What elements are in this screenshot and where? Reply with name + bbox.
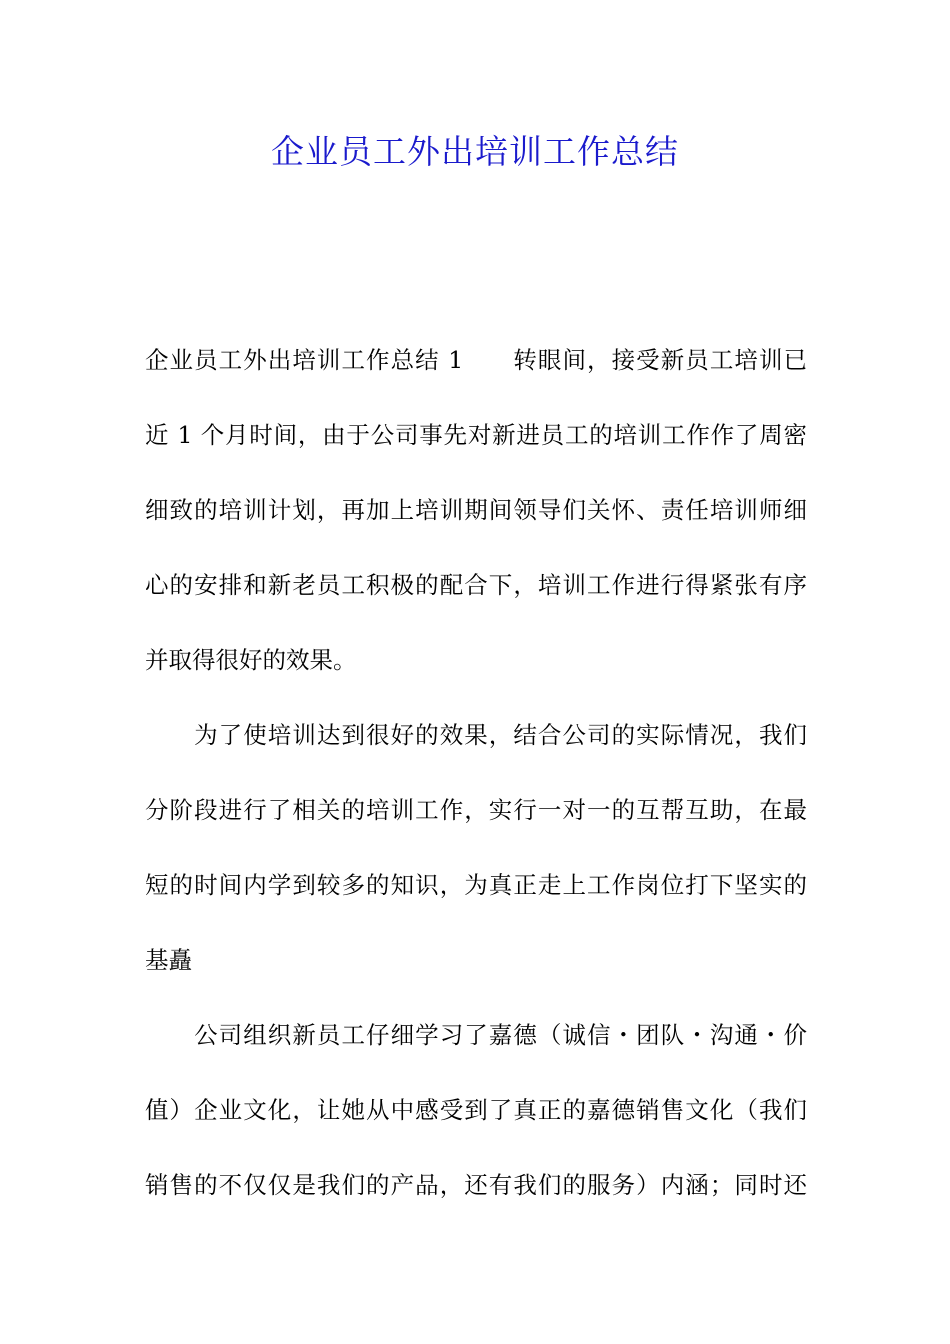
body-line: 心的安排和新老员工积极的配合下，培训工作进行得紧张有序 [145, 571, 807, 599]
document-body [145, 333, 807, 1233]
body-line: 分阶段进行了相关的培训工作，实行一对一的互帮互助，在最 [145, 796, 807, 824]
body-line: 细致的培训计划，再加上培训期间领导们关怀、责任培训师细 [145, 496, 807, 524]
body-line: 公司组织新员工仔细学习了嘉德（诚信・团队・沟通・价 [145, 1021, 807, 1049]
body-line: 销售的不仅仅是我们的产品，还有我们的服务）内涵；同时还 [145, 1171, 807, 1199]
body-line: 值）企业文化，让她从中感受到了真正的嘉德销售文化（我们 [145, 1096, 807, 1124]
body-line: 为了使培训达到很好的效果，结合公司的实际情况，我们 [145, 721, 807, 749]
body-line: 企业员工外出培训工作总结 1 转眼间，接受新员工培训已 [145, 346, 807, 374]
body-line: 短的时间内学到较多的知识，为真正走上工作岗位打下坚实的 [145, 871, 807, 899]
document-title: 企业员工外出培训工作总结 [271, 132, 679, 171]
body-line: 近 1 个月时间，由于公司事先对新进员工的培训工作作了周密 [145, 421, 807, 449]
body-line: 并取得很好的效果。 [145, 646, 357, 674]
body-line: 基矗 [145, 946, 192, 974]
